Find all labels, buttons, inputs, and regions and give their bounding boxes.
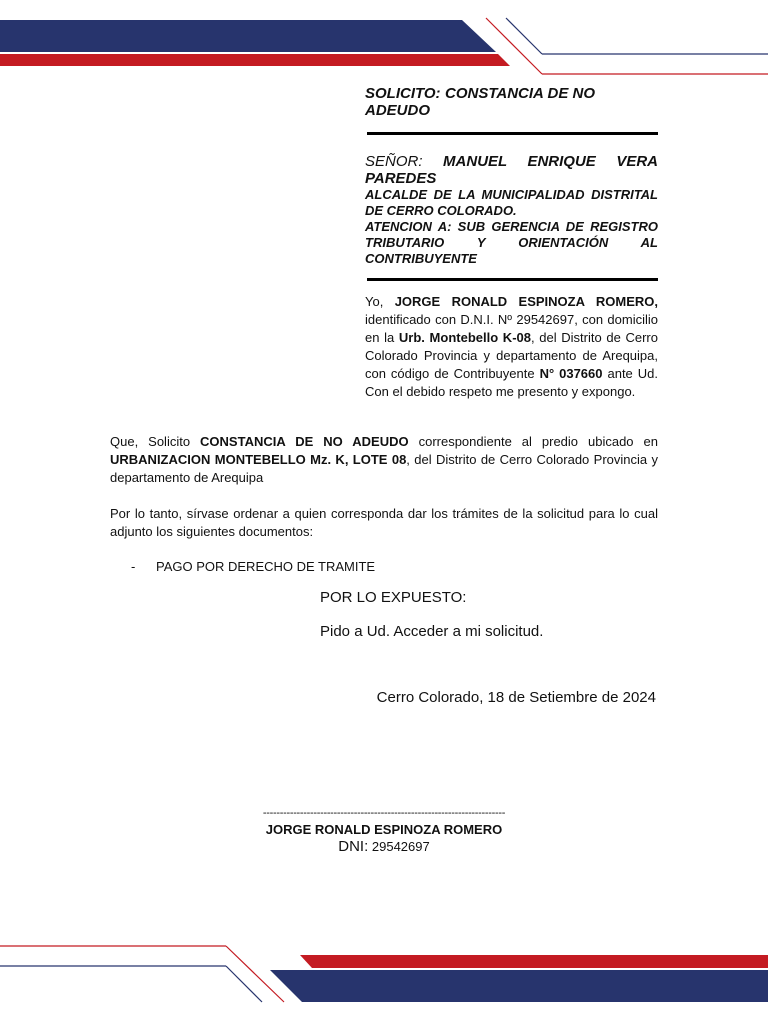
addressee-lastname: PAREDES	[365, 170, 437, 187]
intro-text: identificado con D.N.I. Nº 29542697, con domicilio en la	[365, 312, 658, 345]
request-text: CONSTANCIA DE NO ADEUDO	[365, 85, 595, 119]
date-line: Cerro Colorado, 18 de Setiembre de 2024	[376, 689, 656, 706]
closing-heading: POR LO EXPUESTO:	[320, 589, 467, 606]
request-subject	[365, 85, 658, 119]
header-decoration	[0, 0, 768, 90]
body-text: correspondiente al predio ubicado en	[408, 434, 658, 449]
list-dash: -	[131, 559, 136, 574]
list-item-text: PAGO POR DERECHO DE TRAMITE	[156, 559, 376, 574]
request-label: SOLICITO:	[365, 85, 441, 102]
footer-red-stripe	[300, 955, 768, 968]
list-item	[131, 558, 375, 576]
request-paragraph	[110, 433, 658, 487]
separator-line	[367, 278, 658, 281]
signer-dni	[234, 838, 534, 855]
separator-line	[367, 132, 658, 135]
header-navy-line	[506, 18, 542, 54]
dni-number: 29542697	[368, 839, 430, 854]
addressee-line	[365, 153, 658, 170]
addressee-position: ALCALDE DE LA MUNICIPALIDAD DISTRITAL DE CERRO COLORADO.	[365, 187, 658, 218]
intro-text: ante Ud. Con el debido respeto me presento y expongo.	[365, 366, 658, 399]
signer-name: JORGE RONALD ESPINOZA ROMERO	[265, 822, 503, 837]
addressee-attention: ATENCION A: SUB GERENCIA DE REGISTRO TRIBUTARIO Y ORIENTACIÓN AL CONTRIBUYENTE	[365, 219, 658, 266]
footer-decoration	[0, 940, 768, 1024]
dni-label: DNI:	[338, 838, 369, 855]
applicant-address: Urb. Montebello K-08	[398, 330, 531, 345]
intro-text: , del Distrito de Cerro Colorado Provincia y departamento de Arequipa, con código de Contribuyente	[365, 330, 658, 381]
intro-text: Yo,	[365, 294, 395, 309]
addressee-block	[365, 153, 658, 267]
body-text: Que, Solicito	[110, 434, 201, 449]
signature-line: ------------------------------------------------------------------------	[262, 807, 506, 819]
salutation: SEÑOR:	[365, 153, 423, 170]
attachments-intro: Por lo tanto, sírvase ordenar a quien corresponda dar los trámites de la solicitud para lo cual adjunto los siguientes documentos:	[110, 506, 658, 539]
closing-request: Pido a Ud. Acceder a mi solicitud.	[320, 623, 544, 640]
footer-navy-line	[226, 966, 262, 1002]
property-location: URBANIZACION MONTEBELLO Mz. K, LOTE 08	[110, 452, 407, 467]
signature-block	[234, 806, 534, 855]
applicant-name: JORGE RONALD ESPINOZA ROMERO,	[394, 294, 658, 309]
footer-navy-stripe	[270, 970, 768, 1002]
header-navy-stripe	[0, 20, 496, 52]
body-text: , del Distrito de Cerro Colorado Provincia y departamento de Arequipa	[110, 452, 658, 485]
intro-paragraph	[365, 293, 658, 401]
body-bold: CONSTANCIA DE NO ADEUDO	[200, 434, 409, 449]
taxpayer-code: N° 037660	[539, 366, 603, 381]
addressee-name: MANUEL ENRIQUE VERA	[443, 153, 658, 170]
header-red-stripe	[0, 54, 510, 66]
